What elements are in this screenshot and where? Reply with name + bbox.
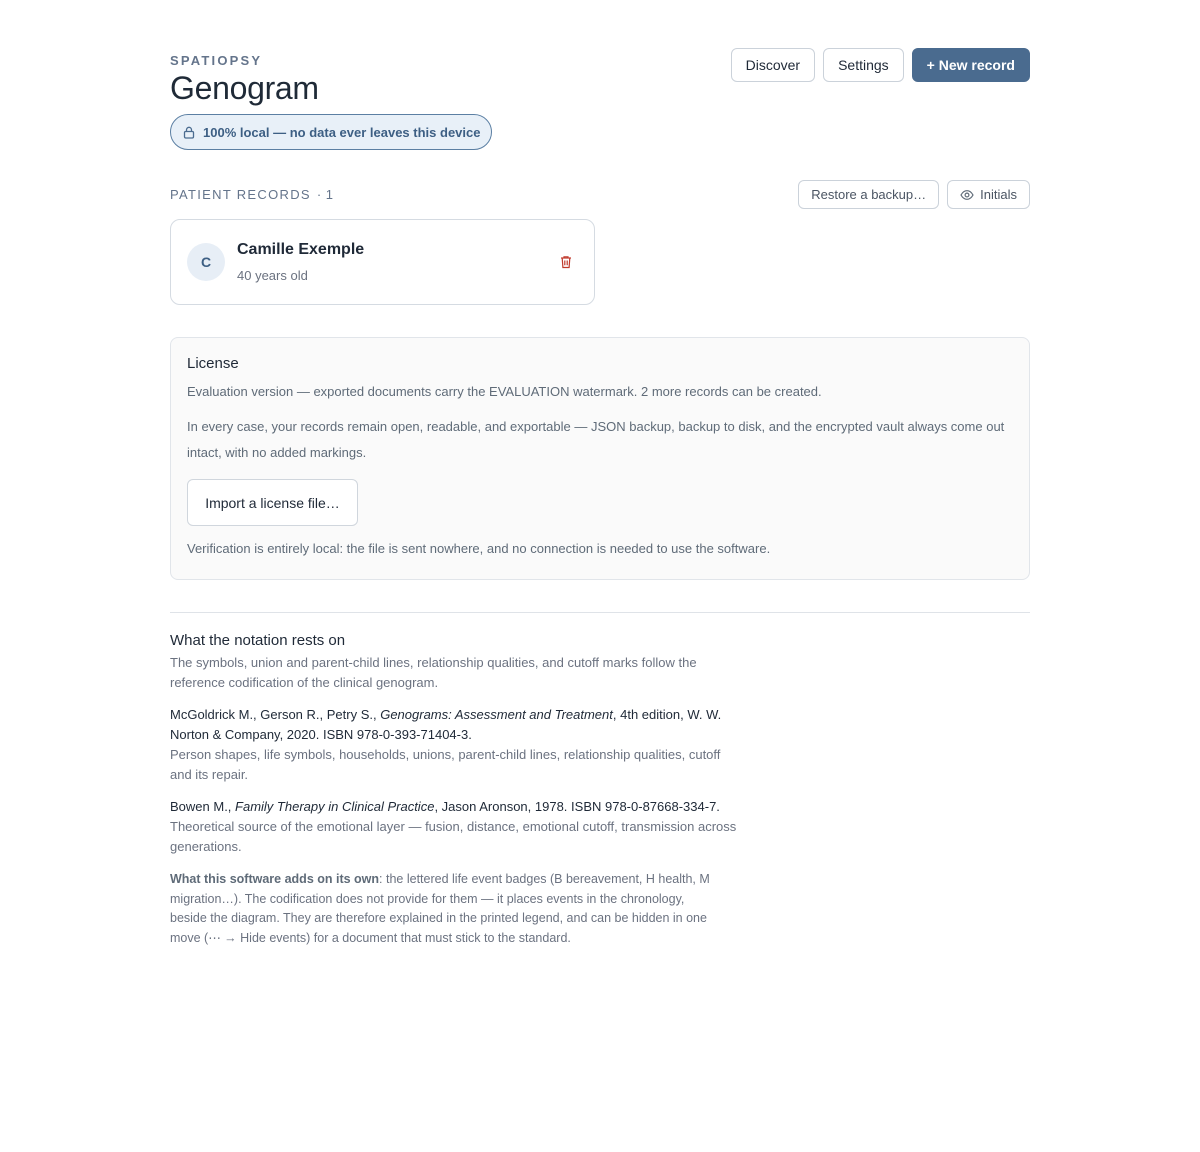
page-title: Genogram: [170, 70, 319, 106]
notation-section: [170, 632, 745, 948]
import-license-button[interactable]: Import a license file…: [187, 479, 358, 526]
reference-item: [170, 705, 745, 785]
license-note: In every case, your records remain open, readable, and exportable — JSON backup, backup to disk, and the encrypted vault always come out intact, with no added markings.: [187, 419, 1005, 460]
brand-name: SPATIOPSY: [170, 53, 263, 68]
eye-icon: [960, 189, 974, 201]
initials-toggle-button[interactable]: [947, 180, 1030, 209]
record-card[interactable]: [170, 219, 595, 305]
reference-book-title: Family Therapy in Clinical Practice: [235, 799, 435, 814]
reference-item: [170, 797, 745, 857]
reference-publication: , 4th edition, W. W. Norton & Company, 2020. ISBN 978-0-393-71404-3.: [170, 707, 722, 742]
section-divider: [170, 612, 1030, 613]
avatar: C: [187, 243, 225, 281]
record-age: 40 years old: [237, 268, 308, 283]
license-verification-note: Verification is entirely local: the file is sent nowhere, and no connection is needed to use the software.: [187, 541, 771, 556]
restore-backup-button[interactable]: Restore a backup…: [798, 180, 939, 209]
patient-records-heading: [170, 187, 334, 202]
patient-records-count: · 1: [316, 187, 334, 202]
software-addition-note: [170, 870, 720, 948]
software-addition-heading: What this software adds on its own: [170, 872, 380, 886]
trash-icon[interactable]: [558, 254, 574, 270]
header-actions: [731, 48, 1030, 82]
local-only-badge: [170, 114, 492, 150]
license-status: Evaluation version — exported documents carry the EVALUATION watermark. 2 more records can be created.: [187, 384, 822, 399]
reference-citation: [170, 705, 745, 745]
reference-authors: Bowen M.,: [170, 799, 236, 814]
settings-button[interactable]: Settings: [823, 48, 904, 82]
reference-citation: [170, 797, 745, 817]
local-only-text: 100% local — no data ever leaves this device: [203, 124, 481, 140]
notation-intro: The symbols, union and parent-child lines, relationship qualities, and cutoff marks follow the reference codification of the clinical genogram.: [170, 655, 697, 690]
lock-icon: [183, 126, 195, 139]
notation-title: What the notation rests on: [170, 632, 346, 649]
reference-publication: , Jason Aronson, 1978. ISBN 978-0-87668-334-7.: [434, 799, 720, 814]
initials-label: Initials: [980, 187, 1017, 202]
reference-authors: McGoldrick M., Gerson R., Petry S.,: [170, 707, 381, 722]
records-actions: [798, 180, 1030, 209]
record-name: Camille Exemple: [237, 241, 365, 258]
new-record-button[interactable]: + New record: [912, 48, 1030, 82]
discover-button[interactable]: Discover: [731, 48, 815, 82]
software-addition-text: : the lettered life event badges (B bereavement, H health, M migration…). The codification does not provide for them — it places events in the chronology, beside the diagram. They are therefore explained in the printed legend, and can be hidden in one move (⋯ → Hide events) for a document that must stick to the standard.: [170, 872, 710, 945]
reference-description: Person shapes, life symbols, households, unions, parent-child lines, relationship qualities, cutoff and its repair.: [170, 747, 721, 782]
reference-description: Theoretical source of the emotional layer — fusion, distance, emotional cutoff, transmission across generations.: [170, 819, 737, 854]
license-panel: [170, 337, 1030, 580]
reference-book-title: Genograms: Assessment and Treatment: [380, 707, 613, 722]
license-title: License: [187, 355, 239, 372]
patient-records-label: PATIENT RECORDS: [170, 187, 311, 202]
